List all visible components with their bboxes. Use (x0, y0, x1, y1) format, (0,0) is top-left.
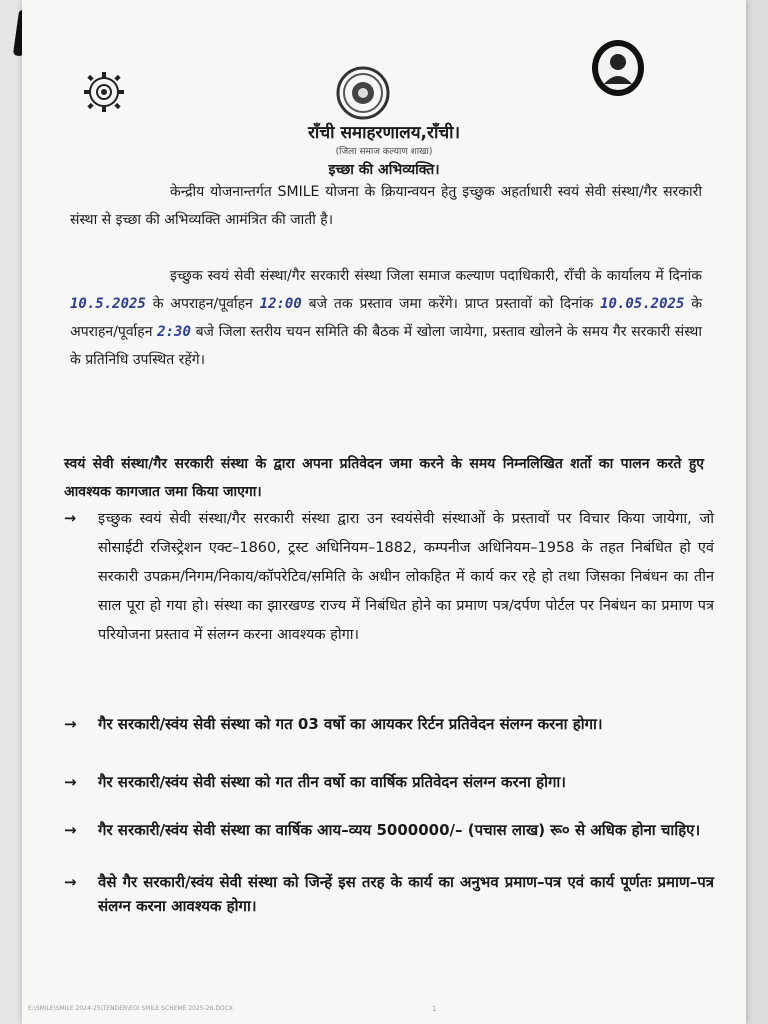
intro-paragraph: केन्द्रीय योजनान्तर्गत SMILE योजना के क्रियान्वयन हेतु इच्छुक अहर्ताधारी स्वयं सेवी संस्था/गैर सरकारी संस्था से इच्छा की अभिव्यक्ति आमंत्रित की जाती है। (70, 184, 702, 228)
department-subtitle: (जिला समाज कल्याण शाखा) (335, 147, 433, 157)
submission-text-d: के अपराहन/पूर्वाहन (70, 296, 702, 340)
arrow-icon: → (64, 715, 77, 733)
arrow-icon: → (64, 821, 77, 839)
condition-text: गैर सरकारी/स्वंय सेवी संस्था को गत तीन वर्षो का वार्षिक प्रतिवेदन संलग्न करना होगा। (98, 773, 566, 791)
arrow-icon: → (64, 773, 77, 791)
conditions-heading: स्वयं सेवी संस्था/गैर सरकारी संस्था के द्वारा अपना प्रतिवेदन जमा करने के समय निम्नलिखित शर्तो का पालन करते हुए आवश्यक कागजात जमा किया जाएगा। (64, 456, 704, 500)
condition-item (64, 505, 714, 650)
office-title: राँची समाहरणालय,राँची। (307, 123, 461, 143)
condition-text: इच्छुक स्वयं सेवी संस्था/गैर सरकारी संस्था द्वारा उन स्वयंसेवी संस्थाओं के प्रस्तावों पर विचार किया जायेगा, जो सोसाईटी रजिस्ट्रेशन एक्ट–1860, ट्रस्ट अधिनियम–1882, कम्पनीज अधिनियम–1958 के तहत निबंधित हो एवं सरकारी उपक्रम/निगम/निकाय/कॉपरेटिव/समिति के अधीन लोकहित में कार्य कर रहे हो तथा जिसका निबंधन का तीन साल पूरा हो गया हो। संस्था का झारखण्ड राज्य में निबंधित होने का प्रमाण पत्र/दर्पण पोर्टल पर निबंधन का प्रमाण पत्र परियोजना प्रस्ताव में संलग्न करना आवश्यक होगा। (98, 511, 714, 643)
arrow-icon: → (64, 873, 77, 891)
condition-item (64, 870, 714, 918)
portrait-seal-icon (590, 38, 646, 98)
file-path-footer: E:\SMILE\SMILE 2024-25\TENDER\EOI SMILE SCHEME 2025-26.DOCX (28, 1005, 233, 1012)
gear-emblem-icon (82, 70, 126, 114)
notice-heading: इच्छा की अभिव्यक्ति। (328, 162, 440, 178)
submission-paragraph (70, 262, 702, 374)
condition-text: गैर सरकारी/स्वंय सेवी संस्था का वार्षिक आय–व्यय 5000000/– (पचास लाख) रू० से अधिक होना चाहिए। (98, 821, 701, 839)
submission-date: 10.5.2025 (70, 296, 146, 312)
condition-text: वैसे गैर सरकारी/स्वंय सेवी संस्था को जिन्हें इस तरह के कार्य का अनुभव प्रमाण–पत्र एवं कार्य पूर्णतः प्रमाण–पत्र संलग्न करना आवश्यक होगा। (98, 873, 714, 915)
arrow-icon: → (64, 511, 77, 527)
condition-item (64, 770, 714, 794)
condition-item (64, 818, 714, 842)
page-number: 1 (432, 1005, 437, 1013)
submission-text-e: बजे जिला स्तरीय चयन समिति की बैठक में खोला जायेगा, प्रस्ताव खोलने के समय गैर सरकारी संस्था के प्रतिनिधि उपस्थित रहेंगे। (70, 324, 702, 368)
opening-date: 10.05.2025 (600, 296, 685, 312)
condition-text: गैर सरकारी/स्वंय सेवी संस्था को गत 03 वर्षो का आयकर रिर्टन प्रतिवेदन संलग्न करना होगा। (98, 715, 603, 733)
submission-text-a: इच्छुक स्वयं सेवी संस्था/गैर सरकारी संस्था जिला समाज कल्याण पदाधिकारी, राँची के कार्यालय में दिनांक (170, 268, 702, 284)
submission-text-c: बजे तक प्रस्ताव जमा करेंगे। प्राप्त प्रस्तावों को दिनांक (308, 296, 594, 312)
condition-item (64, 712, 714, 736)
state-emblem-icon (335, 65, 391, 121)
opening-time: 2:30 (157, 324, 191, 340)
submission-text-b: के अपराहन/पूर्वाहन (152, 296, 253, 312)
submission-time: 12:00 (259, 296, 302, 312)
